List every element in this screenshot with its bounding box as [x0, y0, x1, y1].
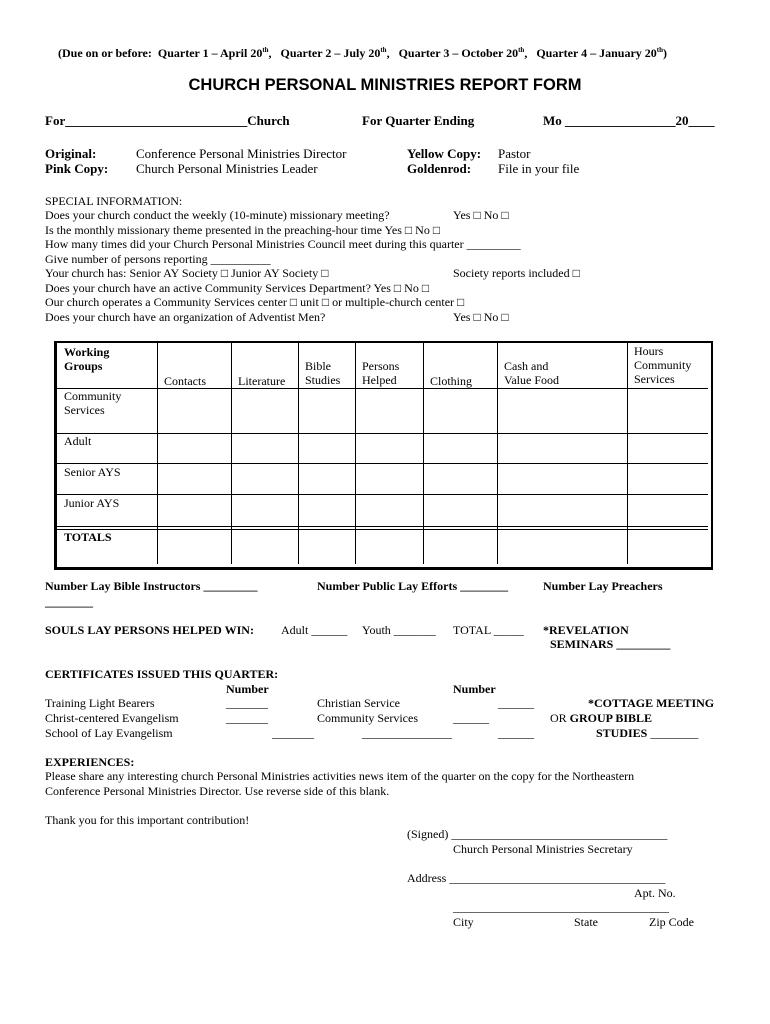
zip-code-label: Zip Code	[649, 915, 694, 929]
table-row-divider	[57, 494, 708, 495]
cert-other-number-field[interactable]: ______	[498, 726, 534, 740]
cert-christ-centered-evangelism: Christ-centered Evangelism	[45, 711, 179, 725]
q-missionary-meeting: Does your church conduct the weekly (10-minute) missionary meeting?	[45, 208, 390, 222]
q-community-services-center[interactable]: Our church operates a Community Services center □ unit □ or multiple-church center □	[45, 295, 465, 309]
souls-youth-field[interactable]: Youth _______	[362, 623, 436, 637]
due-q1: Quarter 1 – April 20	[157, 46, 263, 60]
row-community-services: Community Services	[64, 389, 122, 417]
q-adventist-men-options[interactable]: Yes □ No □	[453, 310, 509, 324]
secretary-label: Church Personal Ministries Secretary	[453, 842, 633, 856]
q-persons-reporting[interactable]: Give number of persons reporting __________	[45, 252, 271, 266]
q-missionary-meeting-options[interactable]: Yes □ No □	[453, 208, 509, 222]
lay-bible-instructors-cont[interactable]: ________	[45, 595, 93, 609]
original-value: Conference Personal Ministries Director	[136, 146, 347, 161]
lay-preachers[interactable]: Number Lay Preachers	[543, 579, 663, 593]
signed-field[interactable]: (Signed) ____________________________________	[407, 827, 668, 841]
cert-christian-service-field[interactable]: ______	[498, 696, 534, 710]
cert-school-lay-evangelism: School of Lay Evangelism	[45, 726, 173, 740]
q-community-services-dept[interactable]: Does your church have an active Community Services Department? Yes □ No □	[45, 281, 430, 295]
header-persons-helped: Persons Helped	[362, 359, 400, 387]
church-label: Church	[247, 113, 290, 128]
header-hours-community-services: Hours Community Services	[634, 344, 692, 386]
goldenrod-label: Goldenrod:	[407, 161, 472, 176]
row-junior-ays: Junior AYS	[64, 496, 120, 510]
due-prefix: (Due on or before:	[58, 46, 152, 60]
q-adventist-men: Does your church have an organization of Adventist Men?	[45, 310, 326, 324]
q-ay-society[interactable]: Your church has: Senior AY Society □ Junior AY Society □	[45, 266, 329, 280]
group-bible-text: GROUP BIBLE	[569, 711, 653, 725]
header-cash-value-food: Cash and Value Food	[504, 359, 559, 387]
group-bible-label	[550, 711, 652, 726]
table-row-divider	[57, 463, 708, 464]
special-info-heading: SPECIAL INFORMATION:	[45, 194, 183, 208]
studies-line	[596, 726, 698, 741]
souls-adult-field[interactable]: Adult ______	[281, 623, 348, 637]
city-label: City	[453, 915, 474, 929]
pink-value: Church Personal Ministries Leader	[136, 161, 318, 176]
state-label: State	[574, 915, 598, 929]
header-working-groups: Working Groups	[64, 345, 110, 373]
souls-total-field[interactable]: TOTAL _____	[453, 623, 524, 637]
table-column-divider	[497, 343, 498, 564]
lay-bible-instructors[interactable]: Number Lay Bible Instructors _________	[45, 579, 258, 593]
cert-community-services: Community Services	[317, 711, 418, 725]
table-row-divider	[57, 388, 708, 389]
lay-public-efforts[interactable]: Number Public Lay Efforts ________	[317, 579, 509, 593]
due-q3: Quarter 3 – October 20	[398, 46, 519, 60]
studies-field[interactable]: ________	[650, 726, 699, 740]
goldenrod-value: File in your file	[498, 161, 580, 176]
for-line	[45, 113, 290, 129]
cert-training-light-bearers: Training Light Bearers	[45, 696, 155, 710]
cert-christ-centered-evangelism-field[interactable]: _______	[226, 711, 268, 725]
cert-other-field[interactable]: _______________	[362, 726, 452, 740]
year-field[interactable]: ____	[688, 113, 715, 128]
q-council-meetings[interactable]: How many times did your Church Personal Ministries Council meet during this quarter _________	[45, 237, 521, 251]
cert-community-services-field[interactable]: ______	[453, 711, 489, 725]
or-label: OR	[550, 711, 567, 725]
apt-no-label: Apt. No.	[634, 886, 676, 900]
row-adult: Adult	[64, 434, 92, 448]
yellow-value: Pastor	[498, 146, 531, 161]
table-column-divider	[627, 343, 628, 564]
due-q2: Quarter 2 – July 20	[280, 46, 381, 60]
pink-label: Pink Copy:	[45, 161, 109, 176]
certificates-heading: CERTIFICATES ISSUED THIS QUARTER:	[45, 667, 279, 681]
month-year-line	[543, 113, 715, 129]
souls-won-label: SOULS LAY PERSONS HELPED WIN:	[45, 623, 254, 637]
city-state-zip-field[interactable]: ____________________________________	[453, 900, 669, 914]
q-missionary-theme[interactable]: Is the monthly missionary theme presented in the preaching-hour time Yes □ No □	[45, 223, 441, 237]
header-clothing: Clothing	[430, 374, 473, 388]
table-row-divider	[57, 433, 708, 434]
due-q4: Quarter 4 – January 20	[536, 46, 657, 60]
cert-christian-service: Christian Service	[317, 696, 400, 710]
row-senior-ays: Senior AYS	[64, 465, 121, 479]
table-column-divider	[298, 343, 299, 564]
quarter-ending-label: For Quarter Ending	[362, 113, 475, 128]
number-header-right: Number	[453, 682, 496, 696]
form-title: CHURCH PERSONAL MINISTRIES REPORT FORM	[188, 76, 582, 94]
for-label: For	[45, 113, 66, 128]
experiences-line-2: Conference Personal Ministries Director. Use reverse side of this blank.	[45, 784, 390, 798]
header-bible-studies: Bible Studies	[305, 359, 341, 387]
original-label: Original:	[45, 146, 97, 161]
row-totals: TOTALS	[64, 530, 112, 544]
cert-school-lay-evangelism-field[interactable]: _______	[272, 726, 314, 740]
mo-label: Mo	[543, 113, 562, 128]
experiences-heading: EXPERIENCES:	[45, 755, 135, 769]
header-literature: Literature	[238, 374, 286, 388]
year-prefix: 20	[675, 113, 689, 128]
table-column-divider	[157, 343, 158, 564]
studies-label: STUDIES	[596, 726, 648, 740]
table-column-divider	[355, 343, 356, 564]
header-contacts: Contacts	[164, 374, 206, 388]
revelation-seminars-field[interactable]: SEMINARS _________	[550, 637, 671, 651]
address-field[interactable]: Address ____________________________________	[407, 871, 666, 885]
cottage-meeting-label: *COTTAGE MEETING	[588, 696, 715, 710]
q-society-reports[interactable]: Society reports included □	[453, 266, 580, 280]
due-dates-line: (Due on or before: Quarter 1 – April 20th, Quarter 2 – July 20th, Quarter 3 – October 20th, Quarter 4 – January 20th)	[58, 46, 668, 60]
table-column-divider	[231, 343, 232, 564]
revelation-label: *REVELATION	[543, 623, 629, 637]
cert-training-light-bearers-field[interactable]: _______	[226, 696, 268, 710]
thank-you-text: Thank you for this important contribution!	[45, 813, 250, 827]
table-column-divider	[423, 343, 424, 564]
church-name-field[interactable]: ____________________________	[65, 113, 248, 128]
number-header-left: Number	[226, 682, 269, 696]
table-row-divider	[57, 529, 708, 530]
table-row-divider	[57, 526, 708, 527]
experiences-line-1: Please share any interesting church Personal Ministries activities news item of the quarter on the copy for the Northeastern	[45, 769, 635, 783]
month-field[interactable]: _________________	[565, 113, 676, 128]
yellow-label: Yellow Copy:	[407, 146, 482, 161]
